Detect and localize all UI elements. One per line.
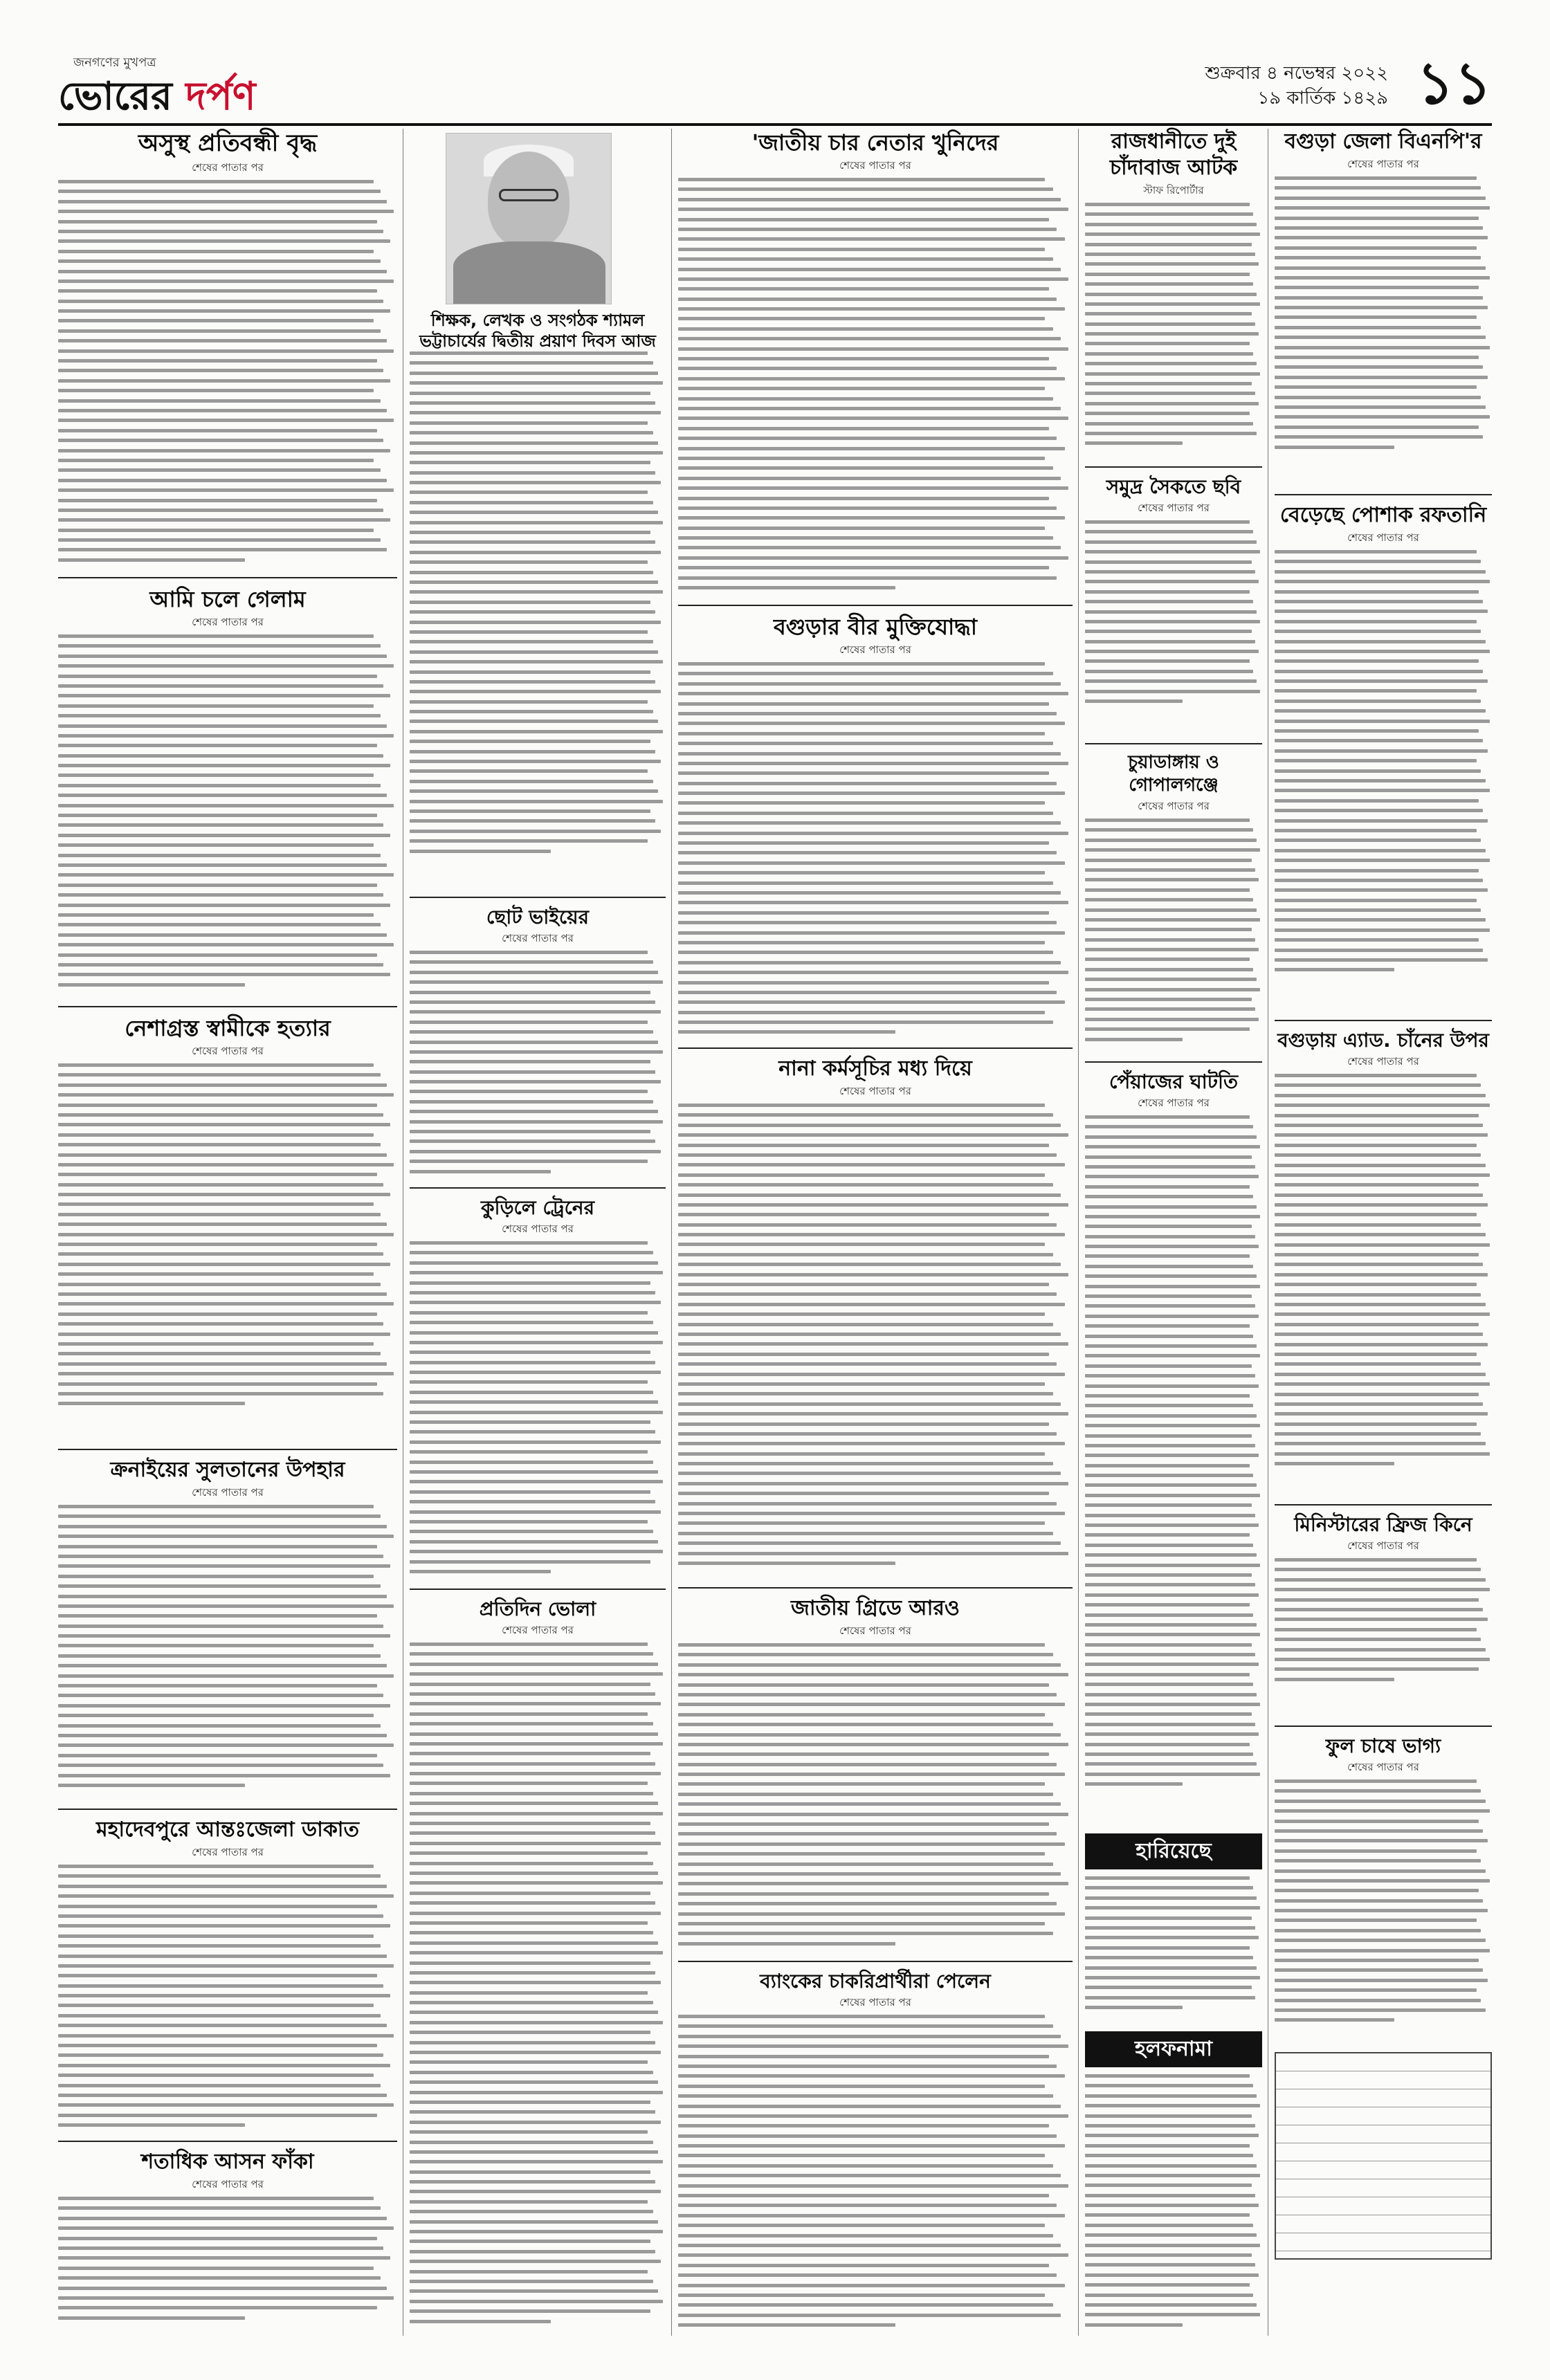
article-a5 xyxy=(58,1817,397,2135)
section-divider xyxy=(678,1047,1073,1049)
table-row xyxy=(1276,2197,1490,2215)
article-kicker: শেষের পাতার পর xyxy=(502,1624,574,1636)
article-kicker: শেষের পাতার পর xyxy=(1138,502,1210,514)
article-body xyxy=(678,662,1073,1034)
article-body xyxy=(1275,1074,1492,1465)
article-body xyxy=(1085,1876,1262,2009)
logo-tagline: জনগণের মুখপত্র xyxy=(73,55,156,70)
article-body xyxy=(410,951,666,1173)
article-kicker: শেষের পাতার পর xyxy=(1138,1097,1210,1109)
article-body xyxy=(678,1104,1073,1565)
article-body xyxy=(58,2197,397,2320)
article-b1 xyxy=(410,310,666,891)
article-headline: পেঁয়াজের ঘাটতি xyxy=(1109,1070,1239,1093)
article-headline: নেশাগ্রস্ত স্বামীকে হত্যার xyxy=(125,1015,331,1041)
article-c5 xyxy=(678,1969,1073,2336)
article-c4 xyxy=(678,1595,1073,1955)
article-kicker: শেষের পাতার পর xyxy=(1347,1055,1419,1068)
section-divider xyxy=(1085,1061,1262,1063)
article-kicker: শেষের পাতার পর xyxy=(839,1624,911,1637)
article-kicker: শেষের পাতার পর xyxy=(502,932,574,944)
section-divider xyxy=(678,1961,1073,1962)
article-headline: বগুড়ার বীর মুক্তিযোদ্ধা xyxy=(773,614,978,640)
logo-name-part2: দর্পণ xyxy=(185,73,256,119)
article-body xyxy=(678,178,1073,589)
section-divider xyxy=(678,605,1073,606)
article-e1 xyxy=(1275,129,1492,488)
date-bengali: ১৯ কার্তিক ১৪২৯ xyxy=(1257,88,1388,109)
article-c3 xyxy=(678,1056,1073,1582)
article-kicker: শেষের পাতার পর xyxy=(1347,158,1419,170)
article-headline: মহাদেবপুরে আন্তঃজেলা ডাকাত xyxy=(95,1818,360,1842)
article-headline: কুড়িলে ট্রেনের xyxy=(480,1196,595,1219)
table-row xyxy=(1276,2107,1490,2125)
article-kicker: শেষের পাতার পর xyxy=(192,1486,264,1499)
article-kicker: শেষের পাতার পর xyxy=(192,1045,264,1057)
article-headline: বেড়েছে পোশাক রফতানি xyxy=(1279,503,1487,527)
affidavit-notice-title: হলফনামা xyxy=(1085,2031,1262,2067)
article-kicker: শেষের পাতার পর xyxy=(839,159,911,172)
logo-name-part1: ভোরের xyxy=(58,73,172,119)
article-headline: মিনিস্টারের ফ্রিজ কিনে xyxy=(1294,1513,1472,1536)
table-row xyxy=(1276,2053,1490,2071)
section-divider xyxy=(58,577,397,578)
section-divider xyxy=(58,1006,397,1007)
article-kicker: শেষের পাতার পর xyxy=(839,1996,911,2008)
article-body xyxy=(410,1642,666,2323)
section-divider xyxy=(58,1809,397,1810)
article-body xyxy=(58,1063,397,1405)
table-row xyxy=(1276,2179,1490,2197)
article-kicker: শেষের পাতার পর xyxy=(839,643,911,656)
article-a2 xyxy=(58,585,397,1000)
article-body xyxy=(1085,1115,1262,1786)
table-row xyxy=(1276,2089,1490,2107)
article-kicker: শেষের পাতার পর xyxy=(502,1223,574,1235)
article-headline: চুয়াডাঙ্গায় ও গোপালগঞ্জে xyxy=(1128,752,1219,796)
article-body xyxy=(410,351,666,853)
article-a3 xyxy=(58,1014,397,1443)
article-c2 xyxy=(678,613,1073,1042)
section-divider xyxy=(1275,1726,1492,1727)
article-b3 xyxy=(410,1196,666,1583)
column-divider xyxy=(671,129,672,2336)
section-divider xyxy=(410,1187,666,1189)
article-headline: সমুদ্র সৈকতে ছবি xyxy=(1106,475,1241,498)
table-row xyxy=(1276,2143,1490,2161)
table-row xyxy=(1276,2233,1490,2251)
article-body xyxy=(1275,550,1492,971)
article-body xyxy=(1085,203,1262,445)
portrait-shirt xyxy=(453,241,605,304)
article-headline: ব্যাংকের চাকরিপ্রার্থীরা পেলেন xyxy=(760,1970,991,1993)
article-grid xyxy=(58,129,1492,2343)
page-number: ১১ xyxy=(1416,49,1492,117)
article-d3 xyxy=(1085,751,1262,1056)
article-body xyxy=(678,1643,1073,1946)
article-headline: ছোট ভাইয়ের xyxy=(486,906,590,928)
section-divider xyxy=(58,2141,397,2142)
article-e3 xyxy=(1275,1028,1492,1499)
article-a6 xyxy=(58,2149,397,2336)
article-e4 xyxy=(1275,1512,1492,1720)
portrait-glasses xyxy=(499,189,558,201)
article-body xyxy=(1085,520,1262,703)
article-body xyxy=(1085,2074,1262,2327)
article-headline: বগুড়ায় এ্যাড. চাঁনের উপর xyxy=(1277,1029,1489,1052)
article-kicker: শেষের পাতার পর xyxy=(192,2178,264,2190)
table-row xyxy=(1276,2215,1490,2233)
article-headline: শিক্ষক, লেখক ও সংগঠক শ্যামল ভট্টাচার্যের দ্বিতীয় প্রয়াণ দিবস আজ xyxy=(419,311,656,351)
article-headline: 'জাতীয় চার নেতার খুনিদের xyxy=(751,129,999,156)
article-kicker: স্টাফ রিপোর্টার xyxy=(1143,184,1204,196)
article-a1 xyxy=(58,129,397,571)
section-divider xyxy=(1275,1020,1492,1021)
newspaper-logo xyxy=(58,53,256,118)
section-divider xyxy=(1085,466,1262,468)
table-row xyxy=(1276,2161,1490,2179)
article-a4 xyxy=(58,1457,397,1803)
article-headline: ফুল চাষে ভাগ্য xyxy=(1325,1734,1441,1757)
article-e2 xyxy=(1275,502,1492,1014)
article-kicker: শেষের পাতার পর xyxy=(192,1846,264,1858)
table-row xyxy=(1276,2071,1490,2089)
article-d1 xyxy=(1085,129,1262,461)
article-body xyxy=(58,1505,397,1787)
lost-notice-body xyxy=(1085,1876,1262,2015)
article-headline: বগুড়া জেলা বিএনপি'র xyxy=(1284,129,1482,154)
article-body xyxy=(410,1241,666,1573)
article-headline: ক্রনাইয়ের সুলতানের উপহার xyxy=(110,1458,345,1482)
article-kicker: শেষের পাতার পর xyxy=(192,616,264,628)
affidavit-notice-body xyxy=(1085,2074,1262,2333)
article-d4 xyxy=(1085,1070,1262,1824)
lost-notice-title: হারিয়েছে xyxy=(1085,1833,1262,1869)
article-kicker: শেষের পাতার পর xyxy=(1138,800,1210,812)
article-c1 xyxy=(678,129,1073,599)
column-divider xyxy=(1078,129,1079,2336)
article-kicker: শেষের পাতার পর xyxy=(192,161,264,174)
article-b2 xyxy=(410,905,666,1182)
article-b4 xyxy=(410,1597,666,2336)
article-body xyxy=(58,180,397,562)
article-headline: জাতীয় গ্রিডে আরও xyxy=(791,1596,960,1620)
article-headline: শতাধিক আসন ফাঁকা xyxy=(141,2150,314,2174)
article-d2 xyxy=(1085,475,1262,738)
section-divider xyxy=(1275,494,1492,495)
issue-date xyxy=(1205,61,1388,111)
article-body xyxy=(1275,1779,1492,2022)
article-e5 xyxy=(1275,1734,1492,2038)
table-row xyxy=(1276,2125,1490,2143)
section-divider xyxy=(678,1587,1073,1589)
article-body xyxy=(58,634,397,987)
portrait-photo xyxy=(446,133,612,304)
section-divider xyxy=(58,1449,397,1450)
masthead xyxy=(58,48,1492,126)
article-headline: নানা কর্মসূচির মধ্য দিয়ে xyxy=(778,1056,972,1081)
article-kicker: শেষের পাতার পর xyxy=(839,1085,911,1097)
article-body xyxy=(1275,176,1492,449)
article-headline: রাজধানীতে দুই চাঁদাবাজ আটক xyxy=(1109,129,1238,180)
section-divider xyxy=(1275,1504,1492,1505)
section-divider xyxy=(1085,743,1262,744)
article-body xyxy=(58,1865,397,2127)
tender-notice-table xyxy=(1275,2052,1492,2260)
article-kicker: শেষের পাতার পর xyxy=(1347,1761,1419,1773)
article-body xyxy=(1275,1558,1492,1681)
date-gregorian: শুক্রবার ৪ নভেম্বর ২০২২ xyxy=(1205,63,1388,84)
article-headline: অসুস্থ প্রতিবন্ধী বৃদ্ধ xyxy=(138,129,318,157)
section-divider xyxy=(410,1589,666,1590)
article-body xyxy=(678,2015,1073,2327)
article-headline: আমি চলে গেলাম xyxy=(149,586,306,612)
section-divider xyxy=(410,897,666,898)
article-kicker: শেষের পাতার পর xyxy=(1347,1539,1419,1552)
article-headline: প্রতিদিন ভোলা xyxy=(479,1598,596,1620)
article-kicker: শেষের পাতার পর xyxy=(1347,531,1419,544)
article-body xyxy=(1085,818,1262,1041)
